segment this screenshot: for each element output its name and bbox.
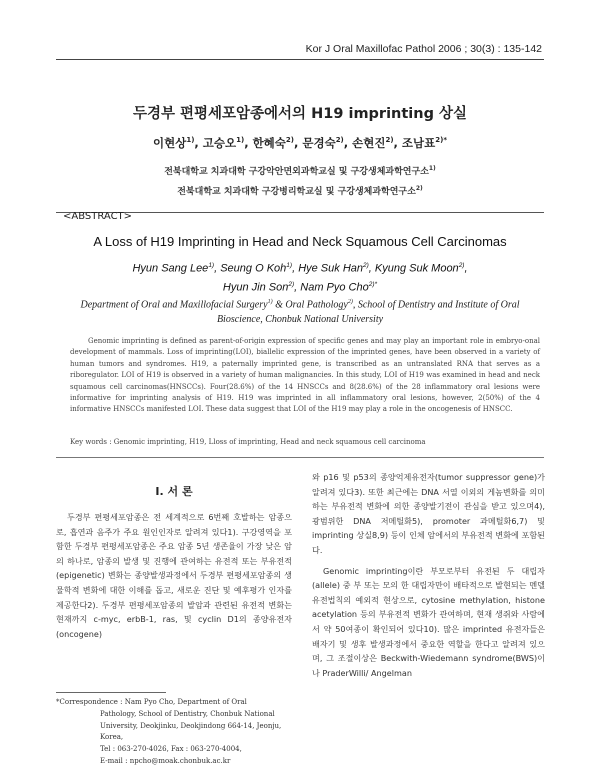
author-sup: 2) [335, 136, 344, 145]
author: Hyun Sang Lee [132, 262, 209, 275]
author: Nam Pyo Cho [300, 281, 369, 294]
english-title: A Loss of H19 Imprinting in Head and Neck Squamous Cell Carcinomas [93, 234, 507, 249]
english-affiliation [80, 295, 520, 327]
affiliation-part: & Oral Pathology [272, 299, 348, 311]
korean-authors: 이현상$^{1)}$, 고승오$^{1)}$, 한혜숙$^{2)}$, 문경숙$^{2)}$, 손현진$^{2)}$, 조남표$^{2)*}$ [153, 136, 447, 150]
author: Hyun Jin Son [222, 281, 289, 294]
footnote-line: University, Deokjinku, Deokjindong 664-14, Jeonju, Korea, [100, 721, 282, 742]
author-sup: 1) [186, 136, 195, 145]
author-sup: 2)* [368, 280, 378, 288]
author: Seung O Koh [220, 262, 287, 275]
journal-citation: Kor J Oral Maxillofac Pathol 2006 ; 30(3) : 135-142 [305, 43, 542, 55]
author-sup: 1) [208, 262, 215, 269]
section-heading: I. 서 론 [155, 485, 193, 498]
author: 고승오 [202, 136, 237, 150]
author-sup: 2) [363, 262, 369, 269]
english-authors-line-2: Hyun Jin Son$^{2)}$, Nam Pyo Cho$^{2)*}$ [222, 280, 378, 294]
affiliation-text: 전북대학교 치과대학 구강병리학교실 및 구강생체과학연구소 [177, 187, 416, 197]
affiliation-part: , School of Dentistry and Institute of Oral Bioscience, Chonbuk National University [216, 299, 520, 326]
english-authors-line-1: Hyun Sang Lee$^{1)}$, Seung O Koh$^{1)}$, Hye Suk Han$^{2)}$, Kyung Suk Moon$^{2)}$, [132, 262, 468, 275]
footnote-line: Tel : 063-270-4026, Fax : 063-270-4004, [100, 745, 242, 754]
korean-affiliation-2 [0, 184, 600, 197]
korean-affiliation-1 [0, 164, 600, 177]
author: 문경숙 [302, 136, 336, 150]
affiliation-sup: 1) [267, 299, 273, 305]
abstract-label: <ABSTRACT> [63, 211, 133, 222]
author-sup: 1) [236, 136, 245, 145]
keywords: Key words : Genomic imprinting, H19, Lloss of imprinting, Head and neck squamous cell carcinoma [70, 438, 426, 446]
author-sup: 2) [288, 280, 295, 288]
korean-title: 두경부 편평세포암종에서의 H19 imprinting 상실 [132, 106, 468, 122]
affiliation-part: Department of Oral and Maxillofacial Surgery [80, 299, 268, 311]
author-sup: 1) [286, 262, 293, 269]
intro-paragraph: 두경부 편평세포암종은 전 세계적으로 6번째 호발하는 암종으로, 흡연과 음주가 주요 원인인자로 알려져 있다1). 구강영역을 포함한 두경부 편평세포암종은 주요 암종 5년 생존율이 가장 낮은 암의 하나로, 암종의 발생 및 진행에 관여하는 유전적 또는 부유전적(epigenetic) 변화는 종양발생과정에서 두경부 편평세포암종의 생물학적 변화에 대한 이해를 돕고, 새로운 진단 및 예후평가 인자를 제공한다2). 두경부 편평세포암종의 발암과 관련된 유전적 변화는 현재까지 c-myc, erbB-1, ras, 및 cyclin D1의 종양유전자(oncogene) [56, 512, 292, 639]
english-authors [120, 258, 480, 295]
author-sup: 2) [385, 136, 394, 145]
header-rule [56, 59, 544, 60]
intro-left-column [56, 510, 292, 641]
author-sup: 2) [285, 136, 294, 145]
abstract-body [70, 336, 540, 416]
intro-paragraph: Genomic imprinting이란 부모로부터 유전된 두 대립자(allele) 중 부 또는 모의 한 대립자만이 배타적으로 발현되는 멘델 유전법칙의 예외적 현상으로, cytosine methylation, histone acetylation 등의 부유전적 변화가 관여하며, 현재 생쥐와 사람에서 약 50여종이 확인되어 있다10). 많은 imprinted 유전자들은 배자기 및 생후 발생과정에서 중요한 역할을 한다고 알려져 있으며, 그 조절이상은 Beckwith-Wiedemann syndrome(BWS)이나 PraderWilli/ Angelman [312, 565, 545, 678]
affiliation-sup: 2) [347, 299, 353, 305]
author: 조남표 [401, 136, 436, 150]
author-sup: 2) [458, 262, 465, 269]
author: Hye Suk Han [298, 262, 363, 275]
affiliation-text: 전북대학교 치과대학 구강악안면외과학교실 및 구강생체과학연구소 [164, 167, 429, 177]
abstract-paragraph: Genomic imprinting is defined as parent-of-origin expression of specific genes and may play an important role in embryo-onal development of mammals. Loss of imprinting(LOI), biallelic expression of the imprinted genes, have been observed in a variety of human tumors and syndromes. H19, a paternally imprinted gene, is transcribed as an untranslated RNA that serves as a riboregulator. LOI of H19 is observed in a variety of human malignancies. In this study, LOI of H19 was examined in head and neck squamous cell carcinomas(HNSCCs). Four(28.6%) of the 14 HNSCCs and 8(28.6%) of the 28 inflammatory oral lesions were informative for imprinting analysis of H19. H19 was imprinted in all inflammatory oral lesions, however, 2(50%) of the 4 informative HNSCCs manifested LOI. These data suggest that LOI of the H19 may play a role in the oncogenesis of HNSCC. [70, 337, 540, 414]
affiliation-sup: 1) [428, 165, 436, 172]
author: Kyung Suk Moon [374, 262, 459, 275]
author-sup: 2)* [435, 136, 447, 145]
footnote-line: *Correspondence : Nam Pyo Cho, Department of Oral [56, 698, 247, 706]
keywords-rule [56, 457, 544, 458]
author: 이현상 [153, 136, 187, 150]
footnote-rule [56, 692, 166, 693]
affiliation-sup: 2) [415, 185, 423, 192]
intro-right-column [312, 470, 545, 680]
intro-paragraph: 와 p16 및 p53의 종양억제유전자(tumor suppressor gene)가 알려져 있다3). 또한 최근에는 DNA 서열 이외의 게놈변화를 의미하는 부유전적 변화에 의한 종양발기전이 관심을 받고 있으며4), 광범위한 DNA 저메틸화5), promoter 과메틸화6,7) 및 imprinting 상실8,9) 등이 인체 암에서의 부유전적 변화에 포함된다. [312, 472, 545, 555]
author: 한혜숙 [252, 136, 286, 150]
footnote-line: Pathology, School of Dentistry, Chonbuk National [100, 709, 275, 718]
author: 손현진 [352, 136, 386, 150]
correspondence-footnote [56, 697, 292, 768]
footnote-line: E-mail : npcho@moak.chonbuk.ac.kr [100, 756, 231, 765]
